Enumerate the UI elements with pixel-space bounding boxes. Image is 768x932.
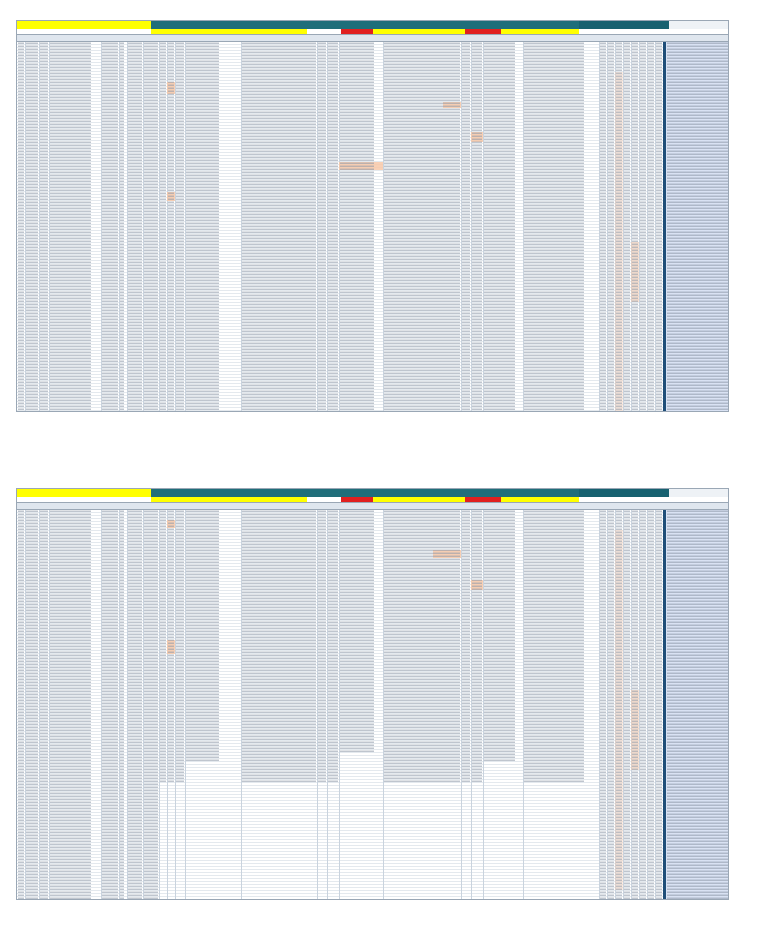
title-band-blank (669, 489, 729, 497)
col-desc-3 (339, 510, 384, 900)
col-desc-2 (241, 510, 318, 900)
col-group (101, 510, 120, 900)
title-band-yellow-left (17, 21, 151, 29)
title-band-yellow-left (17, 489, 151, 497)
col-desc-4 (383, 42, 462, 412)
spreadsheet-page-1 (16, 20, 729, 412)
col-desc-4 (383, 510, 462, 900)
col-desc-6 (523, 42, 600, 412)
col-desc-3 (339, 42, 384, 412)
title-band-teal-right (579, 489, 669, 497)
col-category-1 (127, 510, 144, 900)
col-desc-6 (523, 510, 600, 900)
col-category-2 (143, 510, 160, 900)
col-desc-5 (483, 510, 524, 900)
col-desc-5 (483, 42, 524, 412)
col-notes (666, 510, 729, 900)
col-group (101, 42, 120, 412)
title-band (17, 489, 728, 497)
col-category-2 (143, 42, 160, 412)
col-id (25, 510, 40, 900)
col-name (49, 42, 102, 412)
col-desc-1 (185, 42, 242, 412)
col-desc-1 (185, 510, 242, 900)
col-notes (666, 42, 729, 412)
column-header-row (17, 34, 728, 42)
title-band-teal-right (579, 21, 669, 29)
column-header-row (17, 502, 728, 510)
title-band (17, 21, 728, 29)
col-category-1 (127, 42, 144, 412)
data-rows (17, 42, 728, 412)
col-desc-2 (241, 42, 318, 412)
spreadsheet-page-2 (16, 488, 729, 900)
data-rows (17, 510, 728, 900)
col-id (25, 42, 40, 412)
title-band-blank (669, 21, 729, 29)
col-name (49, 510, 102, 900)
